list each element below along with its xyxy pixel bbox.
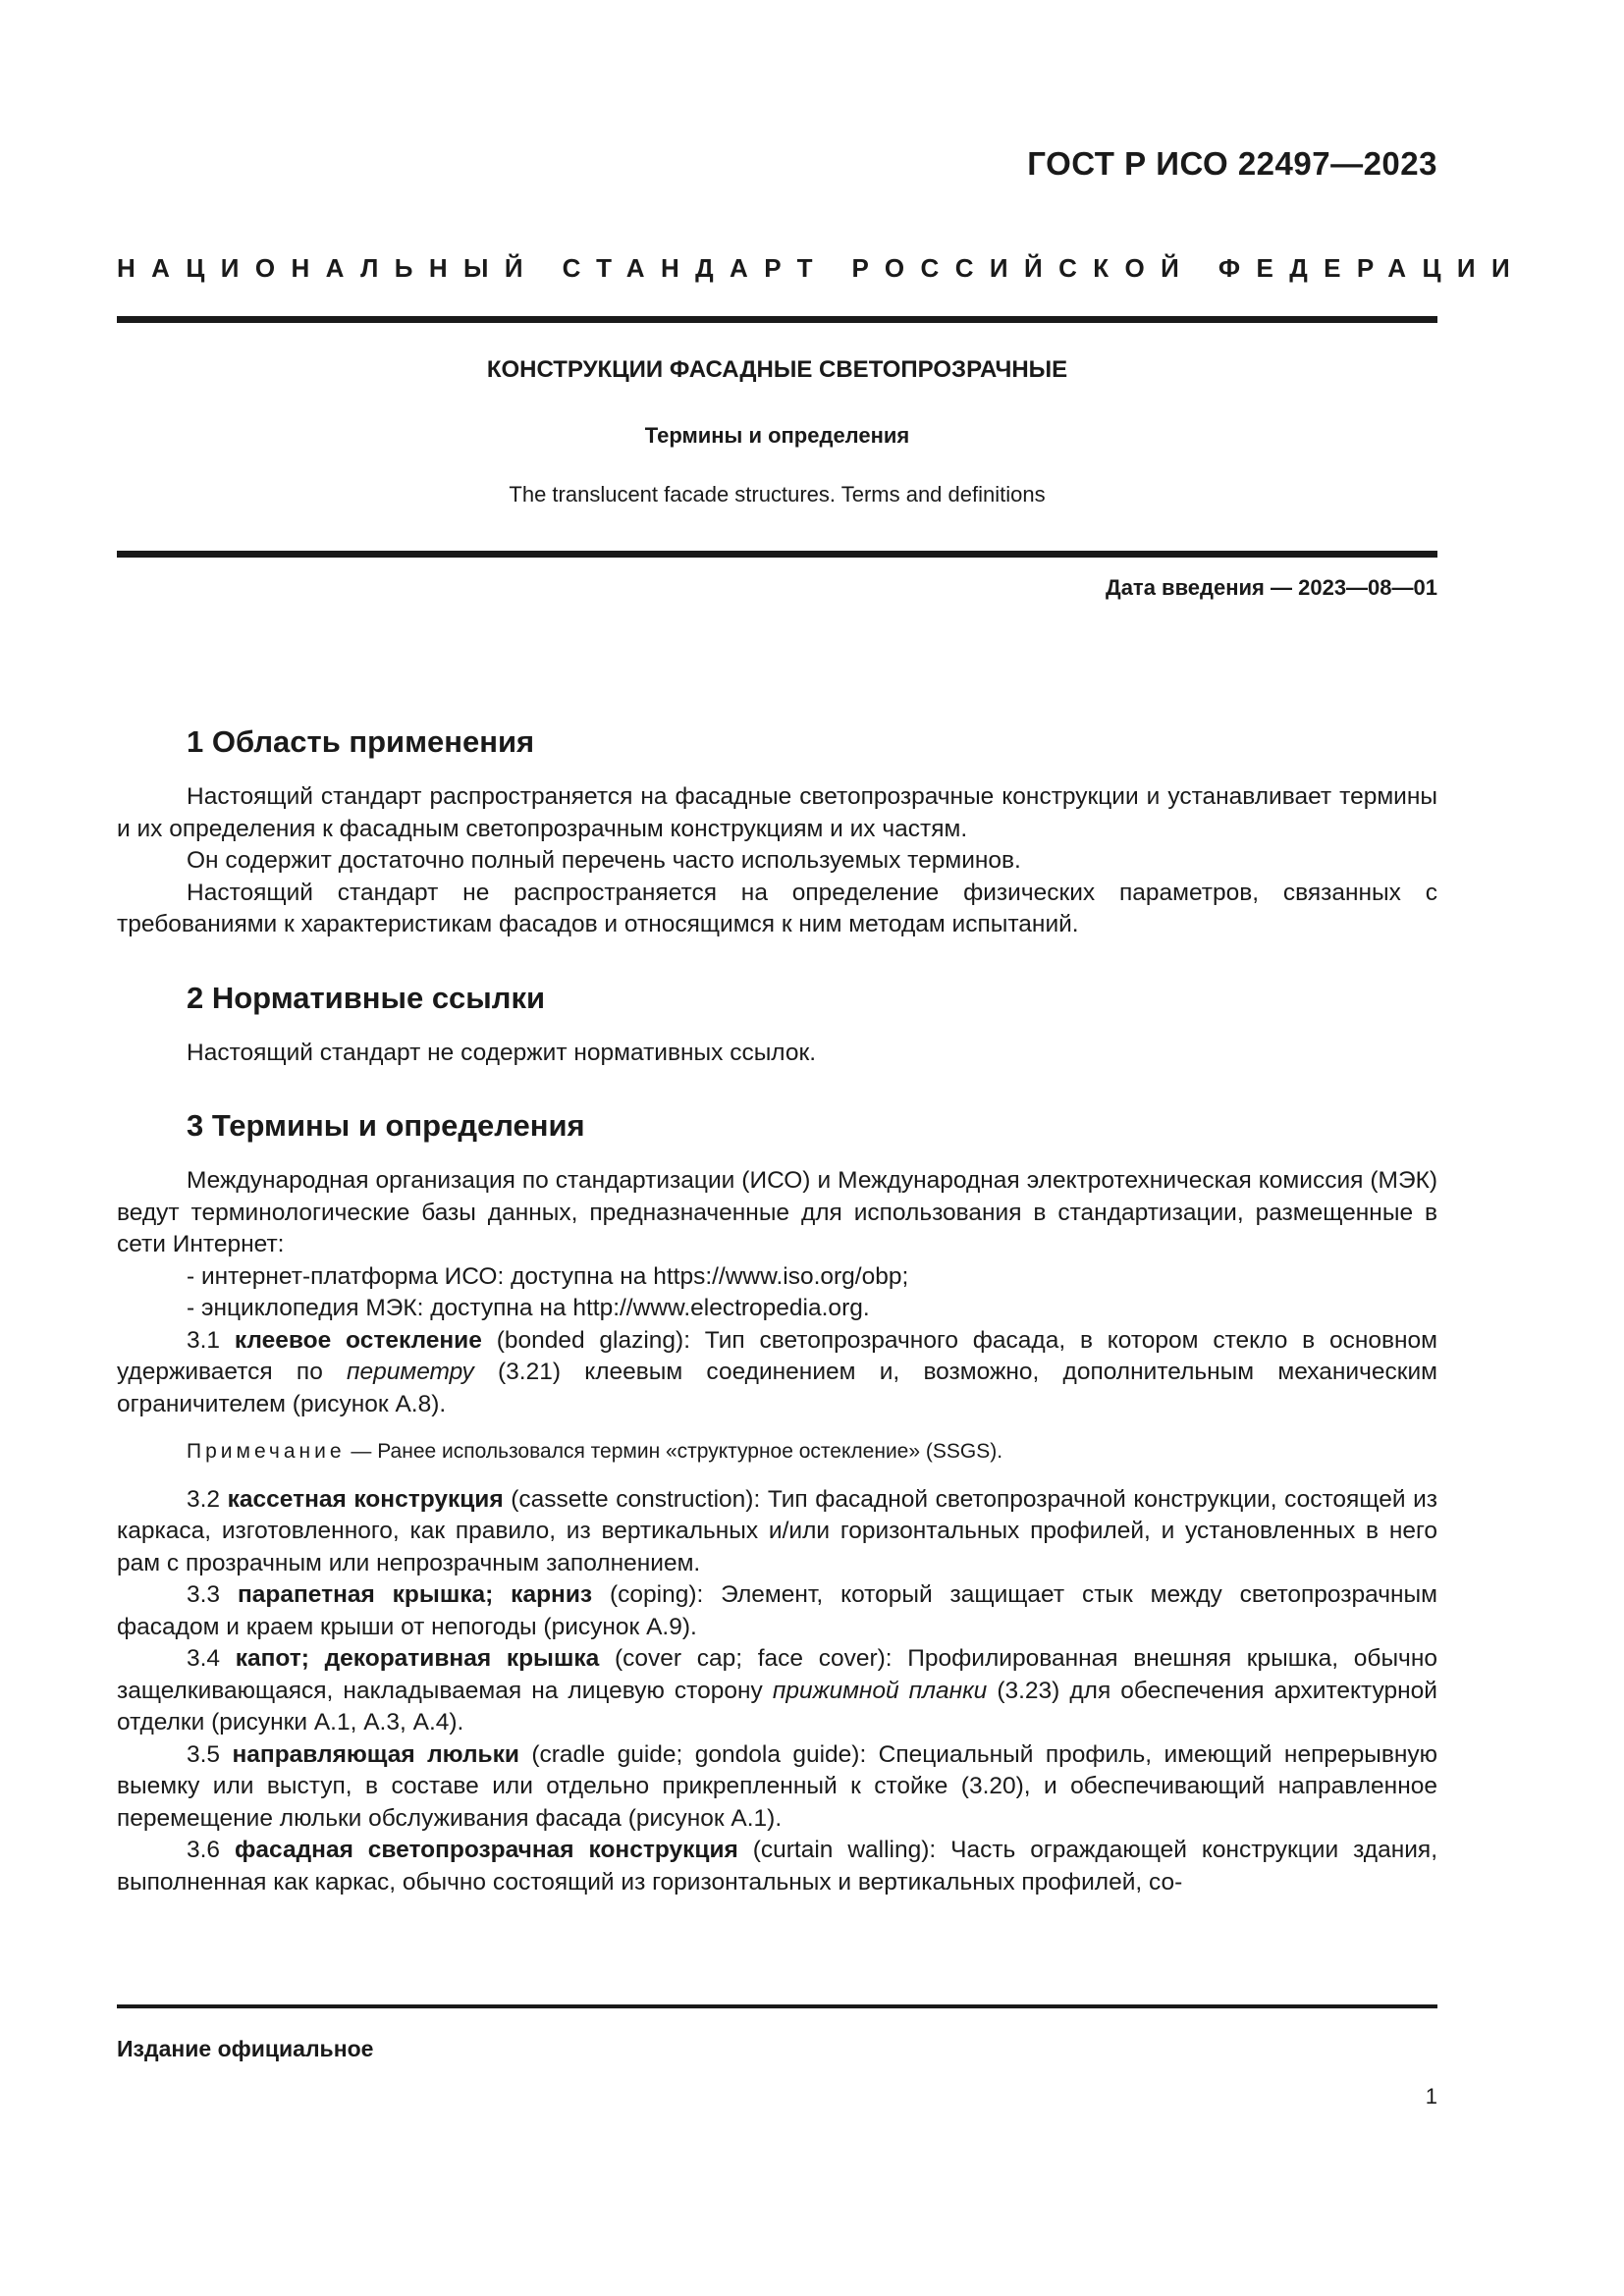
section-heading: 2 Нормативные ссылки	[187, 980, 546, 1015]
paragraph: Настоящий стандарт не содержит нормативных ссылок.	[187, 1039, 817, 1066]
section-scope	[117, 722, 1437, 941]
document-subtitle: Термины и определения	[644, 423, 910, 448]
document-title: КОНСТРУКЦИИ ФАСАДНЫЕ СВЕТОПРОЗРАЧНЫЕ	[486, 356, 1068, 383]
term-definition: : Специальный профиль, имеющий непрерывную выемку или выступ, в составе или отдельно прикрепленный к стойке (3.20), и обеспечивающий направленное перемещение люльки обслуживания фасада (рисунок А.1).	[117, 1740, 1438, 1832]
term-number: 3.2	[187, 1485, 221, 1513]
term-entry	[117, 1835, 1437, 1898]
term-entry	[117, 1579, 1437, 1643]
term-crossref: прижимной планки	[772, 1677, 988, 1704]
note-text: — Ранее использовался термин «структурное остекление» (SSGS).	[345, 1440, 1003, 1463]
top-rule	[117, 316, 1437, 323]
note	[117, 1436, 1437, 1468]
term-english: (bonded glazing)	[496, 1326, 684, 1354]
term-english: (cassette construction)	[511, 1485, 754, 1513]
term-name: парапетная крышка; карниз	[237, 1581, 593, 1608]
term-definition: : Часть ограждающей конструкции здания, выполненная как каркас, обычно состоящий из горизонтальных и вертикальных профилей, со-	[117, 1837, 1437, 1896]
term-entry	[117, 1739, 1437, 1836]
term-entry	[117, 1484, 1437, 1580]
term-definition-cont: (3.23) для обеспечения архитектурной отделки (рисунки А.1, А.3, А.4).	[117, 1677, 1437, 1735]
standard-number: ГОСТ Р ИСО 22497—2023	[1027, 145, 1437, 182]
term-name: капот; декоративная крышка	[235, 1645, 600, 1672]
term-name: кассетная конструкция	[227, 1485, 504, 1513]
document-body	[117, 722, 1437, 1898]
term-definition-cont: (3.21) клеевым соединением и, возможно, дополнительным механическим ограничителем (рисунок А.8).	[117, 1359, 1437, 1417]
term-english: (coping)	[609, 1581, 697, 1608]
paragraph: Настоящий стандарт распространяется на фасадные светопрозрачные конструкции и устанавливает термины и их определения к фасадным светопрозрачным конструкциям и их частям.	[117, 783, 1437, 842]
term-name: фасадная светопрозрачная конструкция	[234, 1837, 738, 1863]
term-definition: : Тип фасадной светопрозрачной конструкции, состоящей из каркаса, изготовленного, как правило, из вертикальных и/или горизонтальных профилей, и установленных в него рам с прозрачным или непрозрачным заполнением.	[117, 1485, 1438, 1576]
page-number: 1	[1425, 2084, 1437, 2109]
edition-label: Издание официальное	[117, 2036, 374, 2061]
term-name: направляющая люльки	[232, 1740, 519, 1768]
term-name: клеевое остекление	[234, 1326, 482, 1354]
term-number: 3.4	[187, 1645, 221, 1672]
term-definition: : Профилированная внешняя крышка, обычно защелкивающаяся, накладываемая на лицевую сторону	[117, 1645, 1437, 1704]
list-item: - энциклопедия МЭК: доступна на http://www.electropedia.org.	[187, 1295, 870, 1321]
term-english: (cover cap; face cover)	[614, 1645, 886, 1672]
term-number: 3.3	[187, 1581, 221, 1608]
term-number: 3.5	[187, 1740, 221, 1768]
note-label: Примечание	[187, 1440, 346, 1463]
paragraph: Он содержит достаточно полный перечень часто используемых терминов.	[187, 847, 1021, 874]
paragraph: Настоящий стандарт не распространяется на определение физических параметров, связанных с требованиями к характеристикам фасадов и относящимся к ним методам испытаний.	[117, 879, 1437, 937]
term-number: 3.1	[187, 1326, 221, 1354]
term-crossref: периметру	[347, 1359, 474, 1385]
list-item: - интернет-платформа ИСО: доступна на https://www.iso.org/obp;	[187, 1262, 909, 1290]
document-page	[117, 0, 1527, 2296]
term-number: 3.6	[187, 1837, 221, 1863]
national-standard-banner: НАЦИОНАЛЬНЫЙ СТАНДАРТ РОССИЙСКОЙ ФЕДЕРАЦИИ	[117, 253, 1527, 283]
term-english: (curtain walling)	[752, 1837, 930, 1863]
footer-rule	[117, 2004, 1437, 2008]
term-definition: : Элемент, который защищает стык между светопрозрачным фасадом и краем крыши от непогоды (рисунок А.9).	[117, 1581, 1437, 1640]
section-references	[117, 979, 1437, 1070]
term-definition: : Тип светопрозрачного фасада, в котором стекло в основном удерживается по	[117, 1326, 1437, 1385]
english-title: The translucent facade structures. Terms and definitions	[509, 482, 1046, 507]
section-heading: 1 Область применения	[187, 724, 535, 759]
section-heading: 3 Термины и определения	[187, 1108, 585, 1143]
introduction-date: Дата введения — 2023—08—01	[1106, 575, 1437, 600]
title-rule	[117, 551, 1437, 558]
term-english: (cradle guide; gondola guide)	[531, 1740, 860, 1768]
paragraph: Международная организация по стандартизации (ИСО) и Международная электротехническая комиссия (МЭК) ведут терминологические базы данных, предназначенные для использования в стандартизации, размещенные в сети Интернет:	[117, 1167, 1437, 1257]
section-terms	[117, 1106, 1437, 1898]
term-entry	[117, 1325, 1437, 1421]
term-entry	[117, 1643, 1437, 1739]
